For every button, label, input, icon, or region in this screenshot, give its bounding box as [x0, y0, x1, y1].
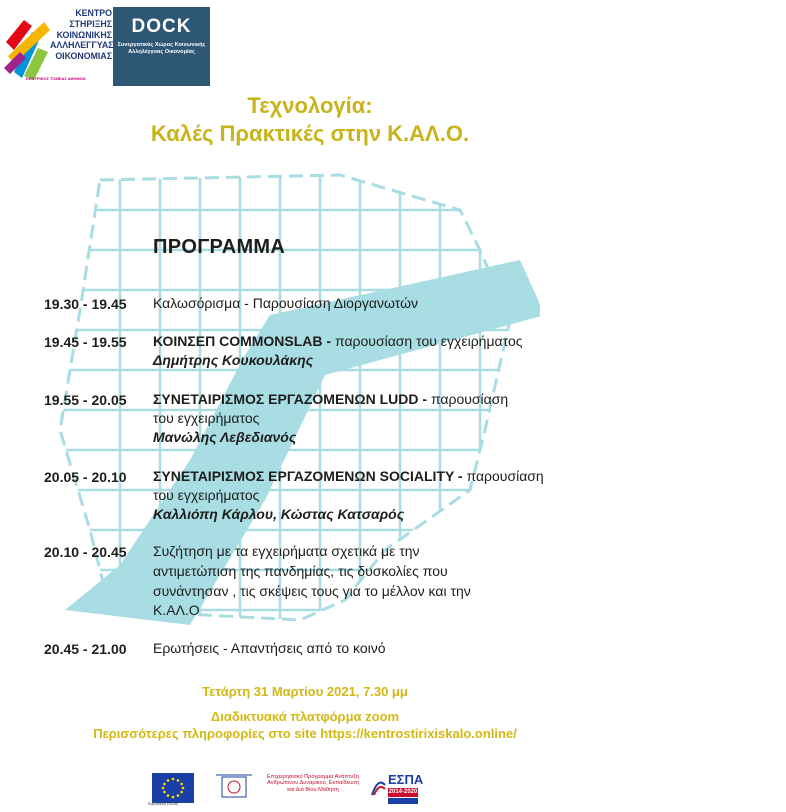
event-platform: Διαδικτυακά πλατφόρμα zoom	[210, 709, 400, 724]
schedule-time: 19.45 - 19.55	[44, 334, 127, 350]
espa-word: ΕΣΠΑ	[388, 772, 424, 787]
espa-years: 2014-2020	[388, 789, 418, 795]
schedule-time: 20.05 - 20.10	[44, 469, 127, 485]
schedule-time: 20.45 - 21.00	[44, 641, 127, 657]
schedule-description-cont: του εγχειρήματος	[153, 487, 260, 503]
event-title-line2: Καλές Πρακτικές στην Κ.ΑΛ.Ο.	[150, 121, 470, 146]
programme-logo-text: Επιχειρησιακό Πρόγραμμα Ανάπτυξη Ανθρώπινου Δυναμικού, Εκπαίδευση και Διά Βίου Μάθηση	[267, 774, 359, 793]
description-text: παρουσίαση του εγχειρήματος	[331, 333, 523, 349]
dock-logo-word: DOCK	[131, 16, 192, 37]
schedule-description-cont: συνάντησαν , τις σκέψεις τους για το μέλλον και την	[153, 583, 471, 599]
schedule-description: Συζήτηση με τα εγχειρήματα σχετικά με την	[153, 543, 420, 559]
schedule-description-cont: του εγχειρήματος	[153, 410, 260, 426]
description-text: παρουσίαση	[427, 391, 509, 407]
dock-logo-subtitle: Συνεργατικός Χώρος Κοινωνικής Αλληλέγγυας Οικονομίας	[117, 42, 206, 55]
espa-tagline-bar	[388, 798, 418, 804]
schedule-description	[153, 467, 544, 487]
organization-name: ΣΥΝΕΤΑΙΡΙΣΜΟΣ ΕΡΓΑΖΟΜΕΝΩΝ SOCIALITY -	[153, 468, 463, 484]
espa-mark-icon	[370, 775, 386, 797]
speaker-name: Δημήτρης Κουκουλάκης	[153, 352, 314, 368]
schedule-description-cont: αντιμετώπιση της πανδημίας, τις δυσκολίες που	[153, 563, 448, 579]
schedule-description-cont: Κ.ΑΛ.Ο	[153, 602, 200, 618]
eu-caption: Ευρωπαϊκή Ένωση	[148, 802, 179, 806]
schedule-time: 19.55 - 20.05	[44, 392, 127, 408]
speaker-name: Μανώλης Λεβεδιανός	[153, 429, 297, 445]
schedule-description	[153, 332, 523, 352]
event-title-line1: Τεχνολογία:	[247, 93, 373, 118]
schedule-description: Ερωτήσεις - Απαντήσεις από το κοινό	[153, 640, 386, 656]
dock-logo	[113, 7, 210, 86]
organization-name: ΣΥΝΕΤΑΙΡΙΣΜΟΣ ΕΡΓΑΖΟΜΕΝΩΝ LUDD -	[153, 391, 428, 407]
ministry-logo-icon	[212, 773, 256, 803]
espa-logo	[370, 772, 424, 806]
description-text: παρουσίαση	[462, 468, 544, 484]
kentro-logo-subtitle: ΚΕΝΤΡΙΚΟΣ ΤΟΜΕΑΣ ΑΘΗΝΩΝ	[26, 76, 86, 81]
organization-name: ΚΟΙΝΣΕΠ COMMONSLAB -	[153, 333, 332, 349]
kentro-logo-text: ΚΕΝΤΡΟ ΣΤΗΡΙΞΗΣ ΚΟΙΝΩΝΙΚΗΣ ΑΛΛΗΛΕΓΓΥΑΣ ΟΙΚΟΝΟΜΙΑΣ	[50, 8, 114, 62]
schedule-description	[153, 390, 508, 410]
schedule-description: Καλωσόρισμα - Παρουσίαση Διοργανωτών	[153, 295, 419, 311]
eu-flag-icon	[152, 773, 194, 803]
eu-stars-icon	[152, 773, 194, 803]
program-heading: ΠΡΟΓΡΑΜΜΑ	[153, 236, 286, 258]
kentro-logo-mark-icon	[4, 12, 54, 82]
schedule-time: 19.30 - 19.45	[44, 296, 127, 312]
schedule-time: 20.10 - 20.45	[44, 544, 127, 560]
kentro-logo	[4, 8, 112, 86]
speaker-name: Καλλιόπη Κάρλου, Κώστας Κατσαρός	[153, 506, 405, 522]
more-info-site: Περισσότερες πληροφορίες στο site https://kentrostirixiskalo.online/	[93, 726, 517, 741]
event-date: Τετάρτη 31 Μαρτίου 2021, 7.30 μμ	[202, 684, 408, 699]
